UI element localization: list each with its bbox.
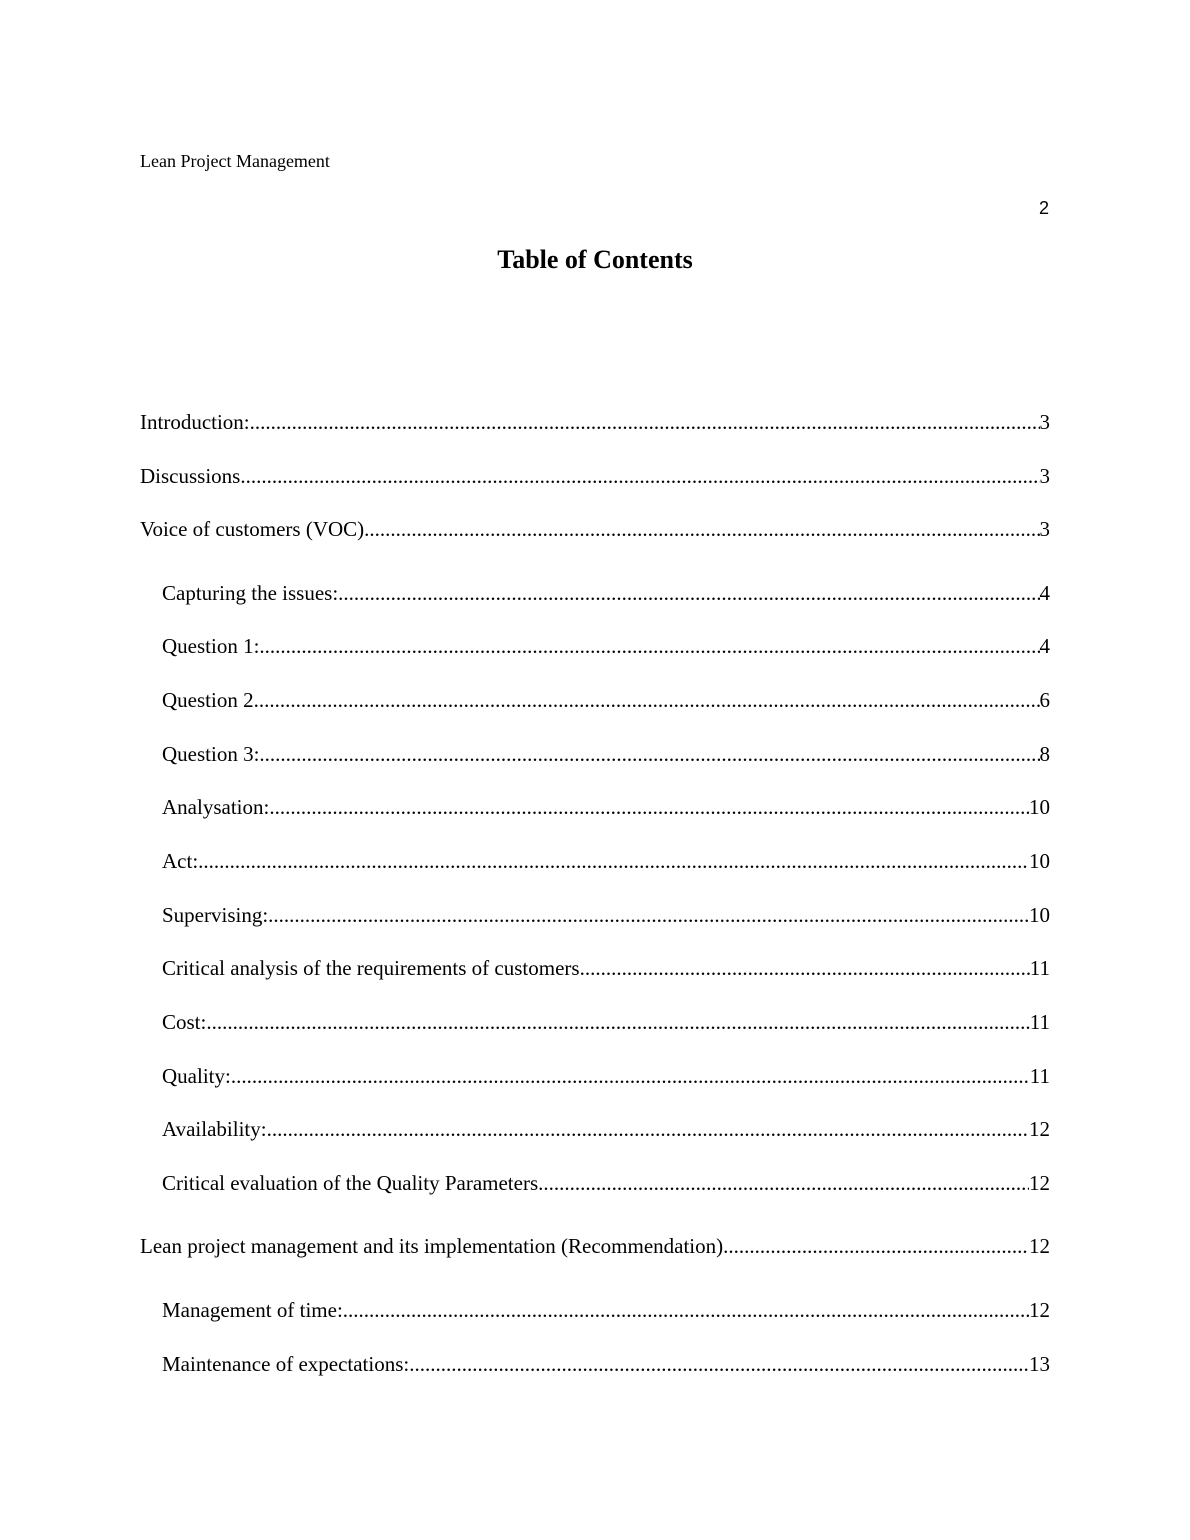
toc-entry-page: 10 [1029, 795, 1050, 819]
toc-dot-leader [259, 740, 1039, 768]
toc-entry-text: Supervising: [162, 903, 269, 927]
toc-entry[interactable] [162, 1296, 1050, 1324]
toc-entry-page: 3 [1039, 410, 1050, 434]
page-number: 2 [1038, 198, 1049, 218]
toc-dot-leader [250, 408, 1040, 436]
toc-dot-leader [409, 1350, 1029, 1378]
toc-entry-page: 11 [1029, 956, 1050, 980]
toc-entry[interactable] [162, 954, 1050, 982]
toc-dot-leader [580, 954, 1030, 982]
toc-entry[interactable] [162, 1008, 1050, 1036]
toc-entry-page: 3 [1039, 517, 1050, 541]
toc-entry-text: Critical evaluation of the Quality Parameters [162, 1171, 539, 1195]
toc-entry-text: Introduction: [140, 410, 250, 434]
toc-entry[interactable] [140, 515, 1050, 543]
toc-entry[interactable] [162, 740, 1050, 768]
toc-entry-page: 12 [1029, 1171, 1050, 1195]
toc-entry[interactable] [140, 408, 1050, 436]
toc-entry[interactable] [162, 1169, 1050, 1197]
toc-entry[interactable] [162, 847, 1050, 875]
toc-entry-text: Voice of customers (VOC) [140, 517, 365, 541]
toc-entry-page: 12 [1029, 1234, 1050, 1258]
toc-dot-leader [338, 579, 1039, 607]
toc-entry-page: 11 [1029, 1010, 1050, 1034]
toc-entry[interactable] [162, 1062, 1050, 1090]
running-header: Lean Project Management [140, 151, 330, 171]
toc-entry-page: 10 [1029, 849, 1050, 873]
toc-dot-leader [538, 1169, 1029, 1197]
toc-entry-page: 8 [1039, 742, 1050, 766]
toc-dot-leader [198, 847, 1029, 875]
toc-entry-page: 10 [1029, 903, 1050, 927]
toc-dot-leader [240, 462, 1039, 490]
toc-entry-page: 11 [1029, 1064, 1050, 1088]
toc-entry-text: Availability: [162, 1117, 267, 1141]
toc-dot-leader [268, 901, 1029, 929]
toc-entry[interactable] [162, 901, 1050, 929]
toc-entry-text: Capturing the issues: [162, 581, 339, 605]
toc-dot-leader [206, 1008, 1029, 1036]
toc-entry-text: Analysation: [162, 795, 270, 819]
toc-entry-text: Cost: [162, 1010, 207, 1034]
toc-entry[interactable] [162, 579, 1050, 607]
toc-entry-text: Maintenance of expectations: [162, 1352, 410, 1376]
toc-dot-leader [364, 515, 1039, 543]
toc-dot-leader [231, 1062, 1030, 1090]
toc-entry-page: 4 [1039, 581, 1050, 605]
toc-entry[interactable] [162, 793, 1050, 821]
toc-entry-text: Quality: [162, 1064, 231, 1088]
toc-entry-text: Management of time: [162, 1298, 343, 1322]
toc-dot-leader [254, 686, 1040, 714]
toc-entry-text: Discussions [140, 464, 241, 488]
toc-entry[interactable] [162, 632, 1050, 660]
toc-dot-leader [267, 1115, 1029, 1143]
toc-entry[interactable] [140, 1232, 1050, 1260]
toc-entry-text: Question 2 [162, 688, 254, 712]
toc-entry-text: Critical analysis of the requirements of customers [162, 956, 580, 980]
toc-entry-page: 6 [1039, 688, 1050, 712]
toc-entry[interactable] [162, 1350, 1050, 1378]
toc-entry-text: Act: [162, 849, 199, 873]
toc-entry[interactable] [162, 686, 1050, 714]
toc-dot-leader [343, 1296, 1029, 1324]
toc-dot-leader [723, 1232, 1029, 1260]
toc-dot-leader [259, 632, 1039, 660]
toc-entry-page: 4 [1039, 634, 1050, 658]
toc-entry-text: Question 1: [162, 634, 260, 658]
toc-dot-leader [269, 793, 1029, 821]
toc-entry-page: 13 [1029, 1352, 1050, 1376]
toc-entry-page: 12 [1029, 1117, 1050, 1141]
toc-entry-text: Lean project management and its implementation (Recommendation) [140, 1234, 724, 1258]
toc-entry[interactable] [162, 1115, 1050, 1143]
toc-title: Table of Contents [497, 245, 693, 274]
toc-entry-text: Question 3: [162, 742, 260, 766]
toc-entry[interactable] [140, 462, 1050, 490]
toc-entry-page: 12 [1029, 1298, 1050, 1322]
toc-entry-page: 3 [1039, 464, 1050, 488]
